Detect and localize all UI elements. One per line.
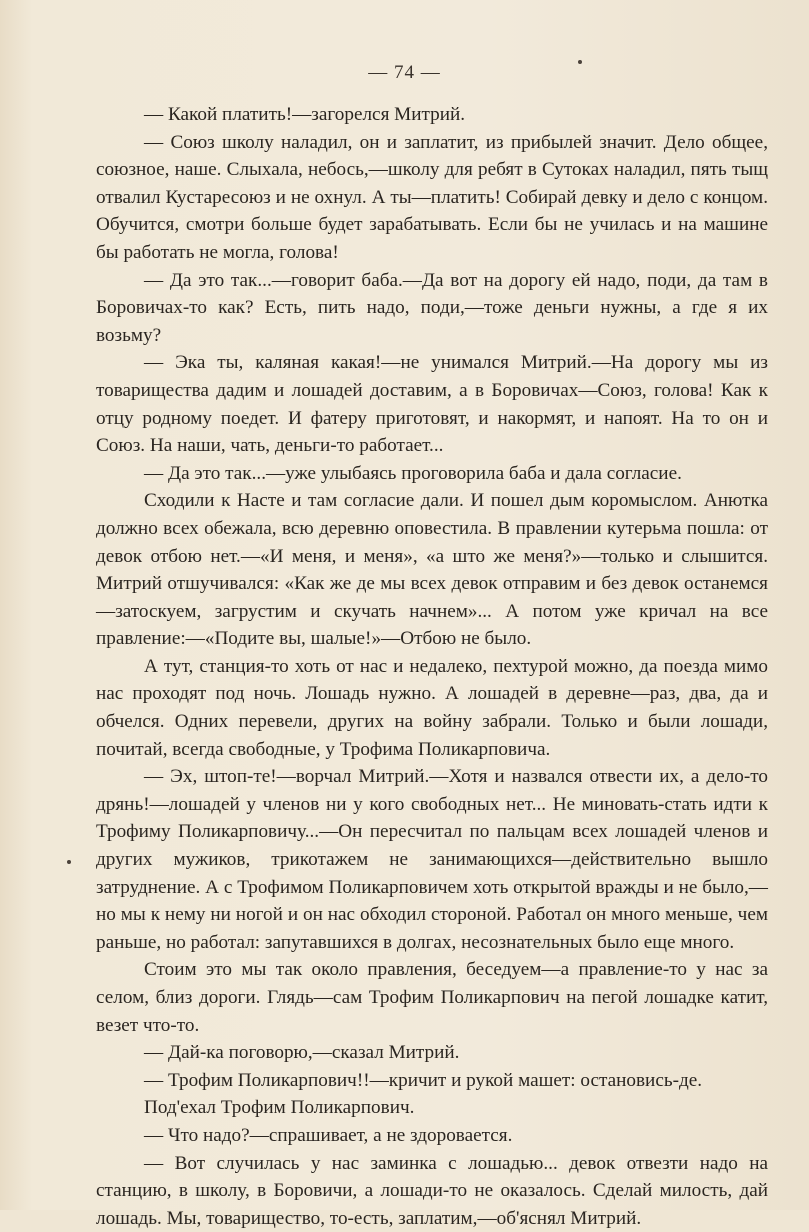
paragraph: Под'ехал Трофим Поликарпович.: [144, 1097, 415, 1119]
page-text: [96, 101, 768, 1232]
paragraph: — Да это так...—говорит баба.—Да вот на дорогу ей надо, поди, да там в Боровичах-то как? Есть, пить надо, поди,—тоже деньги нужны, а где я их возьму?: [96, 269, 768, 346]
print-speck: [67, 860, 71, 864]
paragraph: — Какой платить!—загорелся Митрий.: [144, 104, 466, 125]
paragraph: — Трофим Поликарпович!!—кричит и рукой машет: остановись-де.: [144, 1069, 703, 1091]
paragraph: — Что надо?—спрашивает, а не здоровается.: [144, 1124, 513, 1146]
print-speck: [578, 60, 582, 64]
paragraph: — Вот случилась у нас заминка с лошадью... девок отвезти надо на станцию, в школу, в Боровичи, а лошади-то не оказалось. Сделай милость, дай лошадь. Мы, товарищество, то-есть, заплатим,—об'яснял Митрий.: [96, 1152, 768, 1229]
paragraph: — Союз школу наладил, он и заплатит, из прибылей значит. Дело общее, союзное, наше. Слыхала, небось,—школу для ребят в Сутоках наладил, пять тыщ отвалил Кустаресоюз и не охнул. А ты—платить! Собирай девку и дело с концом. Обучится, смотри больше будет зарабатывать. Если бы не училась и на машине бы работать не могла, голова!: [96, 131, 768, 263]
paragraph: А тут, станция-то хоть от нас и недалеко, пехтурой можно, да поезда мимо нас проходят под ночь. Лошадь нужно. А лошадей в деревне—раз, два, да и обчелся. Одних перевели, других на войну забрали. Только и были лошади, почитай, всегда свободные, у Трофима Поликарповича.: [96, 655, 768, 760]
paragraph: — Дай-ка поговорю,—сказал Митрий.: [144, 1042, 460, 1064]
paragraph: Сходили к Насте и там согласие дали. И пошел дым коромыслом. Анютка должно всех обежала, всю деревню оповестила. В правлении кутерьма пошла: от девок отбою нет.—«И меня, и меня», «а што же меня?»—только и слышится. Митрий отшучивался: «Как же де мы всех девок отправим и без девок останемся—затоскуем, загрустим и скучать начнем»... А потом уже кричал на все правление:—«Подите вы, шалые!»—Отбою не было.: [96, 490, 768, 650]
page-number: — 74 —: [368, 62, 441, 83]
paragraph: Стоим это мы так около правления, беседуем—а правление-то у нас за селом, близ дороги. Глядь—сам Трофим Поликарпович на пегой лошадке катит, везет что-то.: [96, 959, 768, 1036]
paragraph: — Эх, штоп-те!—ворчал Митрий.—Хотя и назвался отвести их, а дело-то дрянь!—лошадей у членов ни у кого свободных нет... Не миновать-стать идти к Трофиму Поликарповичу...—Он пересчитал по пальцам всех лошадей членов и других мужиков, трикотажем не занимающихся—действительно вышло затруднение. А с Трофимом Поликарповичем хоть открытой вражды и не было,—но мы к нему ни ногой и он нас обходил стороной. Работал он много меньше, чем раньше, но работал: запутавшихся в долгах, несознательных было еще много.: [96, 766, 768, 953]
paragraph: — Да это так...—уже улыбаясь проговорила баба и дала согласие.: [144, 462, 682, 484]
paragraph: — Эка ты, каляная какая!—не унимался Митрий.—На дорогу мы из товарищества дадим и лошадей доставим, а в Боровичах—Союз, голова! Как к отцу родному поедет. И фатеру приготовят, и накормят, и напоят. На то он и Союз. На наши, чать, деньги-то работает...: [96, 352, 768, 457]
